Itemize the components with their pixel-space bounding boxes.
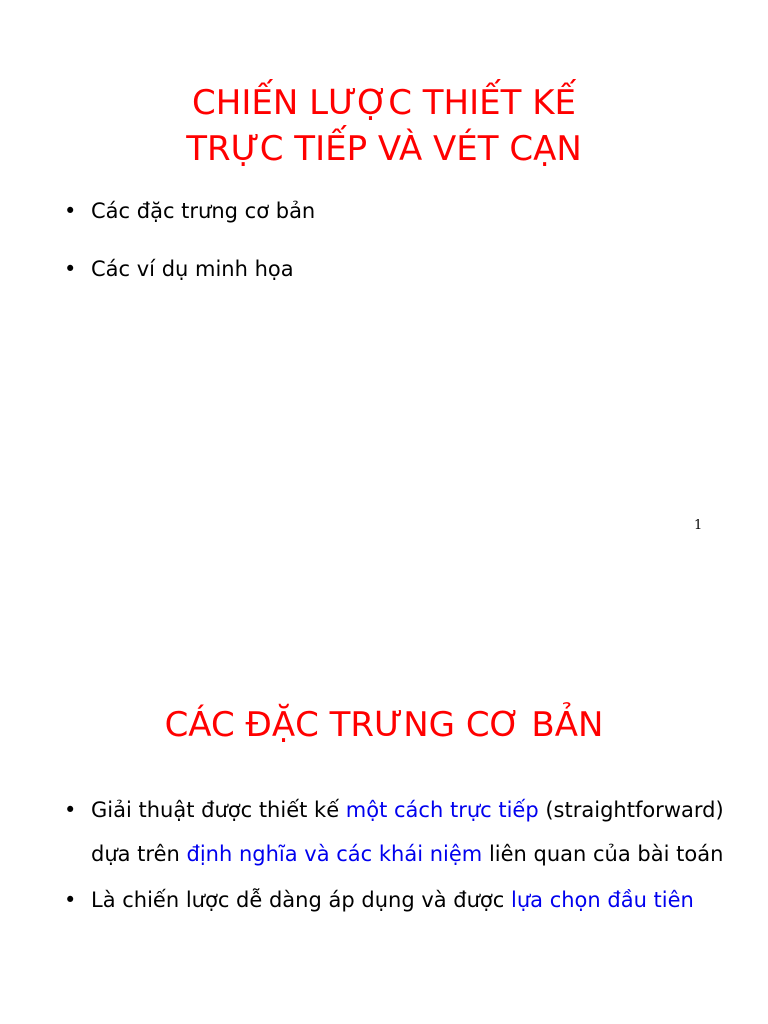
bullet-text: Là chiến lược dễ dàng áp dụng và được bbox=[91, 888, 511, 912]
slide-1-title-line-1: CHIẾN LƯỢC THIẾT KẾ bbox=[192, 83, 576, 123]
bullet-item bbox=[64, 878, 744, 922]
highlight-text: lựa chọn đầu tiên bbox=[511, 888, 694, 912]
slide-1-bullet-list bbox=[64, 194, 744, 310]
page-number: 1 bbox=[694, 518, 703, 533]
bullet-item: • Các đặc trưng cơ bản bbox=[64, 194, 744, 228]
slide-2 bbox=[0, 512, 768, 1024]
highlight-text: định nghĩa và các khái niệm bbox=[186, 842, 483, 866]
bullet-text: Giải thuật được thiết kế bbox=[91, 798, 346, 822]
bullet-text: liên quan của bài toán bbox=[482, 842, 724, 866]
bullet-item bbox=[64, 788, 744, 876]
slide-1-title bbox=[0, 80, 768, 172]
highlight-text: một cách trực tiếp bbox=[345, 798, 539, 822]
bullet-item: • Các ví dụ minh họa bbox=[64, 252, 744, 286]
slide-2-title: CÁC ĐẶC TRƯNG CƠ BẢN bbox=[164, 705, 604, 745]
bullet-text: (straightforward) dựa trên bbox=[91, 798, 724, 866]
slide-2-bullet-list bbox=[64, 788, 744, 924]
slide-1-title-line-2: TRỰC TIẾP VÀ VÉT CẠN bbox=[186, 129, 582, 169]
